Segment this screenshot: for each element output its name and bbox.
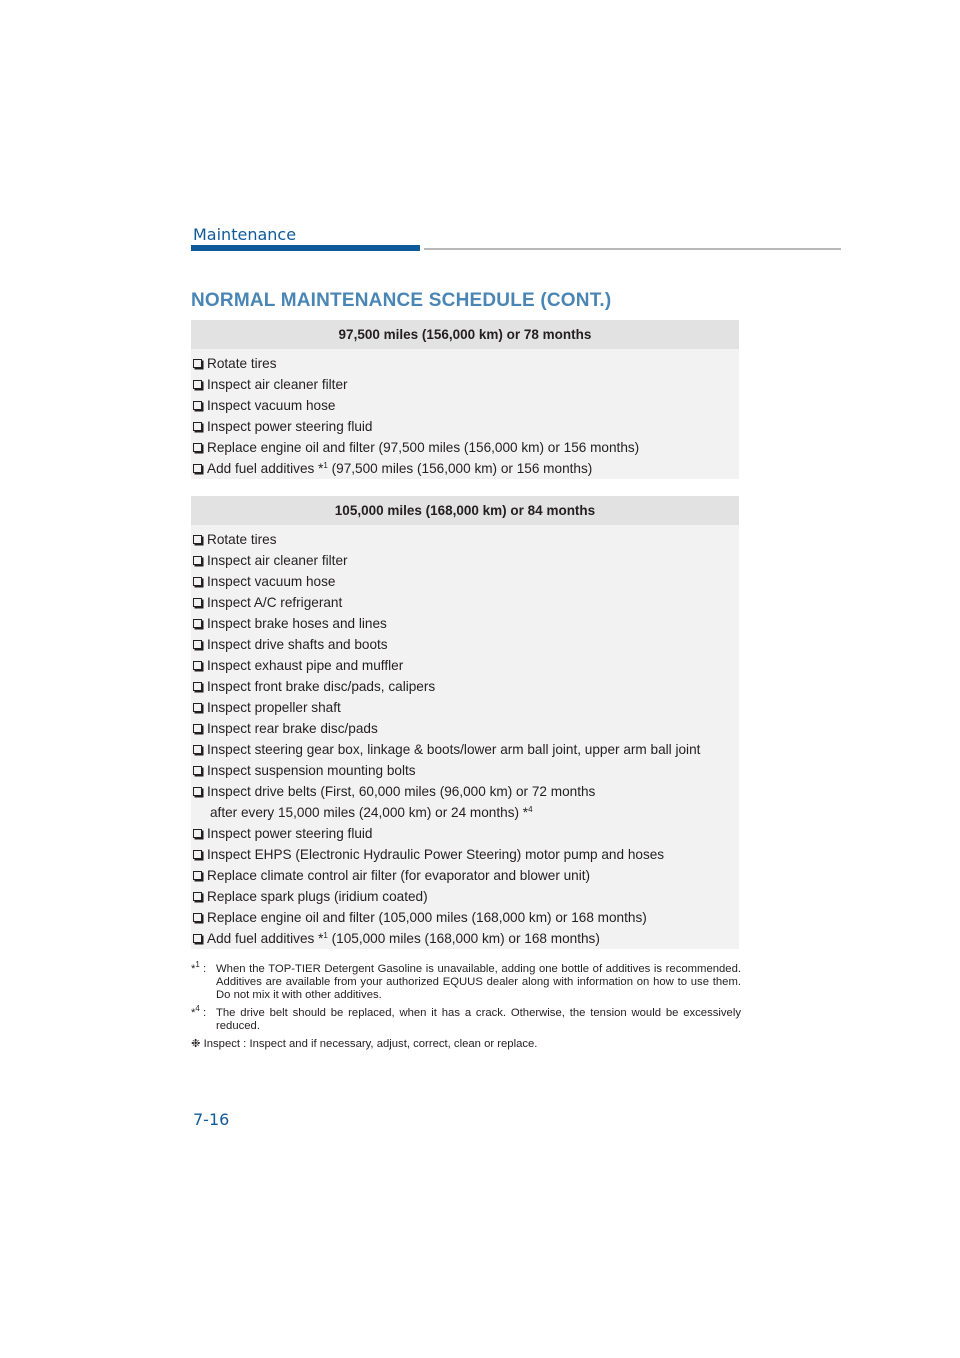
checkbox-icon [193,380,202,389]
schedule-item [191,529,739,550]
schedule-item-text: Replace engine oil and filter (105,000 miles (168,000 km) or 168 months) [207,910,647,925]
schedule-item [191,634,739,655]
checkbox-icon [193,359,202,368]
schedule-item-text: Add fuel additives * [207,931,324,946]
footnote-4 [191,1004,741,1033]
footnotes [191,960,741,1051]
footnote-reference: 4 [528,805,533,814]
footnote-text: When the TOP-TIER Detergent Gasoline is unavailable, adding one bottle of additives is recommended. Additives are available from your authorized EQUUS dealer along with information on how to use them. Do not mix it with other additives. [216,963,741,1001]
footnote-1 [191,960,741,1002]
checkbox-icon [193,577,202,586]
schedule-block-105000 [191,496,739,949]
schedule-item-text: Inspect A/C refrigerant [207,595,343,610]
schedule-item-text: Inspect vacuum hose [207,574,336,589]
page-title: NORMAL MAINTENANCE SCHEDULE (CONT.) [191,290,612,311]
schedule-item-text: Inspect power steering fluid [207,419,373,434]
schedule-item-list [191,529,739,949]
schedule-item [191,823,739,844]
schedule-item [191,550,739,571]
schedule-item-text: after every 15,000 miles (24,000 km) or 24 months) * [210,805,529,820]
schedule-item-text: Rotate tires [207,356,277,371]
schedule-item-continuation [191,802,739,823]
schedule-item [191,697,739,718]
schedule-item-text: Inspect exhaust pipe and muffler [207,658,404,673]
schedule-item-text: Replace climate control air filter (for evaporator and blower unit) [207,868,591,883]
footnote-text: The drive belt should be replaced, when it has a crack. Otherwise, the tension would be excessively reduced. [216,1007,741,1032]
schedule-item-text: Inspect power steering fluid [207,826,373,841]
checkbox-icon [193,913,202,922]
schedule-item [191,928,739,949]
page-number: 7-16 [193,1110,230,1129]
schedule-item [191,458,739,479]
checkbox-icon [193,619,202,628]
schedule-item [191,571,739,592]
schedule-block-heading: 105,000 miles (168,000 km) or 84 months [191,496,739,525]
schedule-item [191,592,739,613]
footnote-reference: 1 [323,931,328,940]
schedule-item-text: Inspect EHPS (Electronic Hydraulic Power Steering) motor pump and hoses [207,847,665,862]
schedule-item-text: Add fuel additives * [207,461,324,476]
inspect-note: ❉ Inspect : Inspect and if necessary, adjust, correct, clean or replace. [191,1038,538,1050]
checkbox-icon [193,640,202,649]
schedule-item-text: Inspect rear brake disc/pads [207,721,378,736]
schedule-item-text: Inspect air cleaner filter [207,377,348,392]
schedule-item [191,395,739,416]
schedule-item [191,416,739,437]
schedule-item [191,718,739,739]
checkbox-icon [193,724,202,733]
footnote-marker: *$^4$ : [191,1004,207,1019]
schedule-item-text: Inspect vacuum hose [207,398,336,413]
schedule-item-text: Inspect drive belts (First, 60,000 miles (96,000 km) or 72 months [207,784,596,799]
footnote-marker: *$^1$ : [191,960,207,975]
schedule-item-text: Inspect brake hoses and lines [207,616,387,631]
schedule-block-heading: 97,500 miles (156,000 km) or 78 months [191,320,739,349]
checkbox-icon [193,871,202,880]
checkbox-icon [193,829,202,838]
schedule-item [191,760,739,781]
schedule-item-text: Replace spark plugs (iridium coated) [207,889,428,904]
checkbox-icon [193,661,202,670]
checkbox-icon [193,892,202,901]
schedule-item [191,613,739,634]
schedule-item [191,353,739,374]
schedule-item-text: Replace engine oil and filter (97,500 miles (156,000 km) or 156 months) [207,440,640,455]
checkbox-icon [193,464,202,473]
checkbox-icon [193,934,202,943]
checkbox-icon [193,766,202,775]
checkbox-icon [193,703,202,712]
schedule-item-text-tail: (97,500 miles (156,000 km) or 156 months) [327,461,593,476]
checkbox-icon [193,422,202,431]
schedule-block-97500 [191,320,739,479]
schedule-item-text: Inspect steering gear box, linkage & boots/lower arm ball joint, upper arm ball joint [207,742,701,757]
checkbox-icon [193,682,202,691]
schedule-item [191,655,739,676]
schedule-item [191,437,739,458]
schedule-item [191,844,739,865]
schedule-item [191,907,739,928]
schedule-item [191,374,739,395]
schedule-item-text: Inspect propeller shaft [207,700,341,715]
schedule-item-text: Rotate tires [207,532,277,547]
footnote-reference: 1 [323,461,328,470]
header-rule [424,248,841,250]
checkbox-icon [193,556,202,565]
checkbox-icon [193,745,202,754]
schedule-item [191,676,739,697]
schedule-item-text: Inspect air cleaner filter [207,553,348,568]
schedule-item-list [191,353,739,479]
schedule-item-text-tail: (105,000 miles (168,000 km) or 168 months) [327,931,600,946]
section-header-title: Maintenance [193,225,297,244]
checkbox-icon [193,535,202,544]
checkbox-icon [193,443,202,452]
checkbox-icon [193,787,202,796]
header-rule-accent [191,245,420,251]
schedule-item-text: Inspect front brake disc/pads, calipers [207,679,436,694]
checkbox-icon [193,850,202,859]
schedule-item-text: Inspect drive shafts and boots [207,637,388,652]
schedule-item-text: Inspect suspension mounting bolts [207,763,416,778]
checkbox-icon [193,401,202,410]
schedule-item [191,739,739,760]
schedule-item [191,865,739,886]
schedule-item [191,886,739,907]
schedule-item [191,781,739,802]
checkbox-icon [193,598,202,607]
